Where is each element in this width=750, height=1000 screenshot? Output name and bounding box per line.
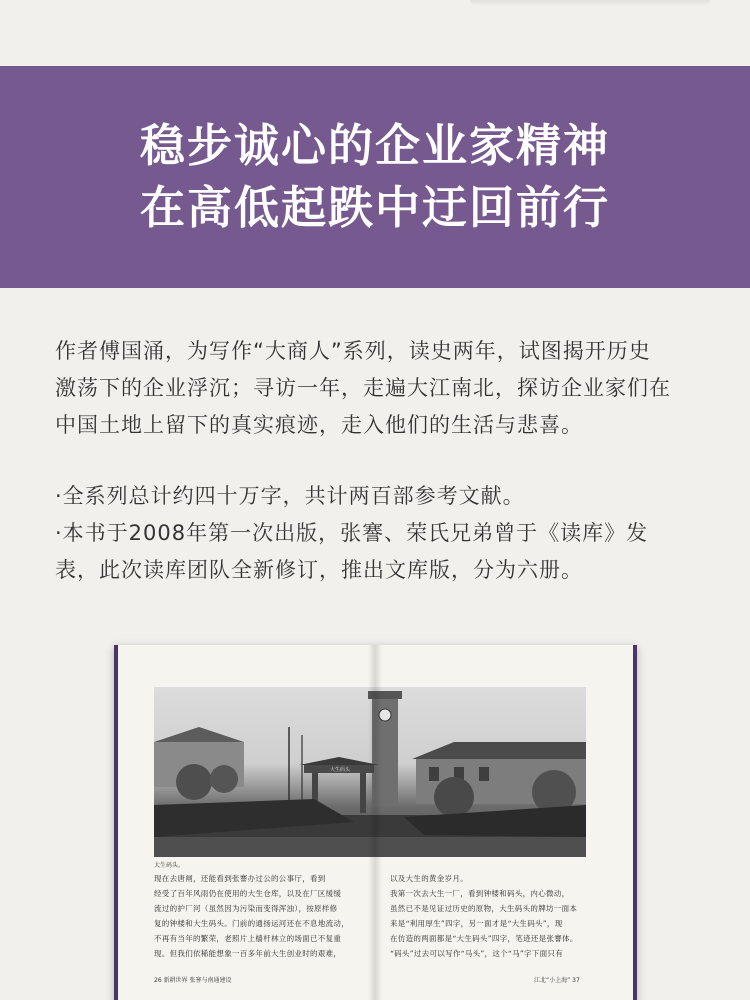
book-text-line: 经受了百年风雨仍在使用的大生仓库，以及在厂区缓缓: [154, 889, 342, 898]
book-text-line: 流过的护厂河（虽然因为污染而变得浑浊），按原样修: [154, 904, 338, 913]
book-cover-edge-right: [633, 645, 637, 1000]
bullet-line: ·全系列总计约四十万字，共计两百部参考文献。: [55, 484, 525, 508]
right-page-text: [390, 871, 590, 961]
book-text-line: 复的钟楼和大生码头。门前的通扬运河还在不息地流动，: [154, 919, 349, 928]
left-page-text: [154, 871, 360, 961]
open-book-image: [114, 645, 637, 1000]
intro-paragraph: [55, 333, 700, 444]
headline-line-2: 在高低起跌中迂回前行: [139, 181, 610, 234]
book-text-line: 不再有当年的繁荣，老照片上樯杆林立的场面已不复重: [154, 934, 342, 943]
feature-bullets: [55, 478, 700, 589]
book-text-line: 现在去唐闸，还能看到张謇办过公的公事厅，看到: [154, 874, 326, 883]
page-number-left: 26 新耕世界 张謇与南通建设: [154, 977, 232, 984]
book-text-line: 虽然已不是见证过历史的原物，大生码头的牌坊一面本: [390, 904, 578, 913]
bullet-line: ·本书于2008年第一次出版，张謇、荣氏兄弟曾于《读库》发: [55, 521, 649, 545]
top-card-shadow: [470, 0, 710, 6]
book-text-line: 现。但我们依稀能想象一百多年前大生创业时的艰难，: [154, 949, 342, 958]
book-cover-edge-left: [114, 645, 118, 1000]
book-spine-shadow: [368, 645, 382, 1000]
gate-sign-text: 大生码头: [330, 767, 351, 773]
book-text-line: “码头”过去可以写作“马头”，这个“马”字下面只有: [390, 949, 564, 958]
intro-line: 作者傅国涌，为写作“大商人”系列，读史两年，试图揭开历史: [55, 339, 651, 363]
intro-line: 激荡下的企业浮沉；寻访一年，走遍大江南北，探访企业家们在: [55, 376, 671, 400]
photo-caption: 大生码头。: [154, 862, 185, 869]
headline-banner: [0, 66, 750, 288]
headline-line-1: 稳步诚心的企业家精神: [139, 119, 610, 172]
book-text-line: 我第一次去大生一厂，看到钟楼和码头，内心微动，: [390, 889, 570, 898]
intro-line: 中国土地上留下的真实痕迹，走入他们的生活与悲喜。: [55, 413, 583, 437]
bullet-line: 表，此次读库团队全新修订，推出文库版，分为六册。: [55, 558, 583, 582]
page-number-right: 江北“小上海” 37: [534, 977, 580, 984]
book-text-line: 在仿造的两面都是“大生码头”四字，笔迹还是张謇体。: [390, 934, 578, 943]
book-text-line: 来是“利用厚生”四字，另一面才是“大生码头”，现: [390, 919, 563, 928]
book-text-line: 以及大生的黄金岁月。: [390, 874, 468, 883]
